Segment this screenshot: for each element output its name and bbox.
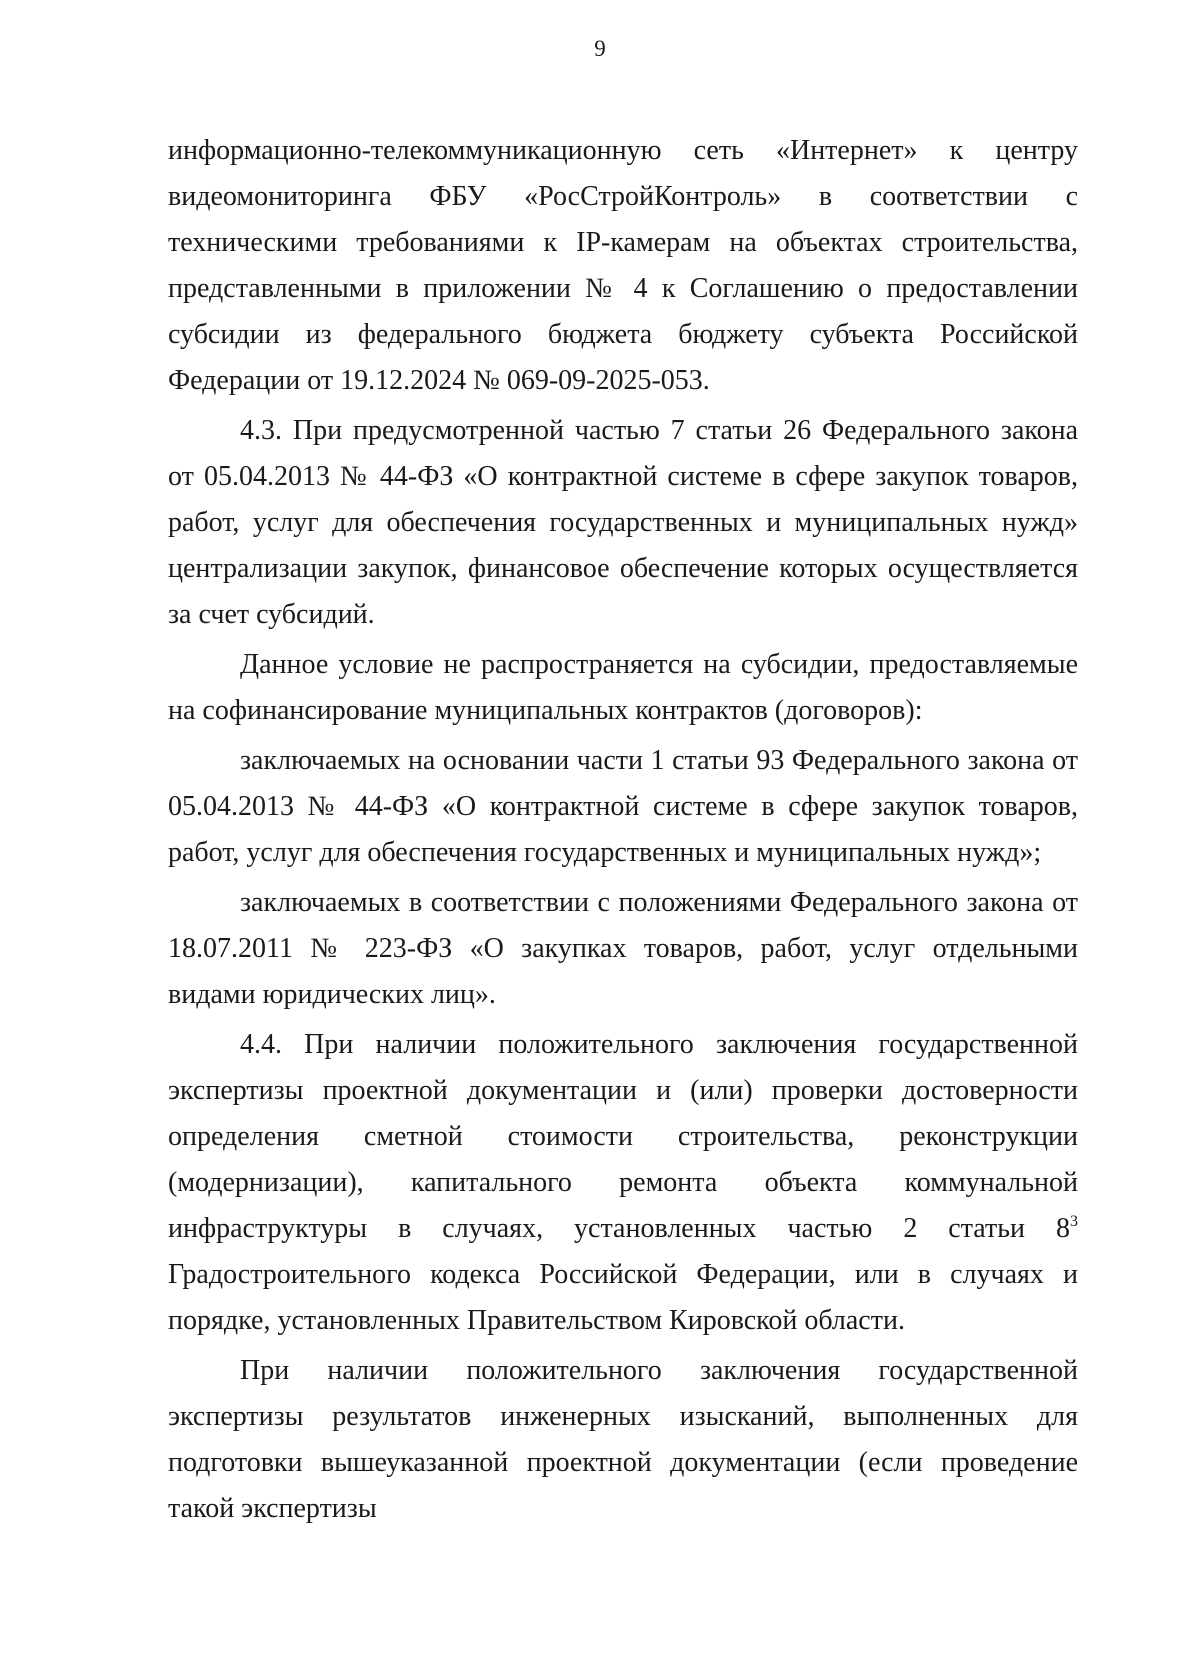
- article-superscript: 3: [1070, 1213, 1078, 1230]
- paragraph-4-4-text-end: Градостроительного кодекса Российской Федерации, или в случаях и порядке, установленных Правительством Кировской области.: [168, 1259, 1078, 1336]
- paragraph-exception-item-1: заключаемых на основании части 1 статьи 93 Федерального закона от 05.04.2013 № 44-ФЗ «О контрактной системе в сфере закупок товаров, работ, услуг для обеспечения государственных и муниципальных нужд»;: [168, 745, 1078, 868]
- paragraph-4-3: 4.3. При предусмотренной частью 7 статьи 26 Федерального закона от 05.04.2013 № 44-ФЗ «О контрактной системе в сфере закупок товаров, работ, услуг для обеспечения государственных и муниципальных нужд» централизации закупок, финансовое обеспечение которых осуществляется за счет субсидий.: [168, 415, 1078, 630]
- paragraph-exception: Данное условие не распространяется на субсидии, предоставляемые на софинансирование муниципальных контрактов (договоров):: [168, 649, 1078, 726]
- paragraph-ip-cameras: информационно-телекоммуникационную сеть «Интернет» к центру видеомониторинга ФБУ «РосСтройКонтроль» в соответствии с техническими требованиями к IP-камерам на объектах строительства, представленными в приложении № 4 к Соглашению о предоставлении субсидии из федерального бюджета бюджету субъекта Российской Федерации от 19.12.2024 № 069-09-2025-053.: [168, 135, 1078, 396]
- paragraph-4-4: [168, 1022, 1078, 1344]
- document-body: [168, 128, 1078, 1536]
- paragraph-4-4-text-start: 4.4. При наличии положительного заключения государственной экспертизы проектной документации и (или) проверки достоверности определения сметной стоимости строительства, реконструкции (модернизации), капитального ремонта объекта коммунальной инфраструктуры в случаях, установленных частью 2 статьи 8: [168, 1029, 1078, 1244]
- page-number: 9: [594, 36, 606, 61]
- paragraph-exception-item-2: заключаемых в соответствии с положениями Федерального закона от 18.07.2011 № 223-ФЗ «О закупках товаров, работ, услуг отдельными видами юридических лиц».: [168, 887, 1078, 1010]
- paragraph-engineering-surveys: При наличии положительного заключения государственной экспертизы результатов инженерных изысканий, выполненных для подготовки вышеуказанной проектной документации (если проведение такой экспертизы: [168, 1355, 1078, 1524]
